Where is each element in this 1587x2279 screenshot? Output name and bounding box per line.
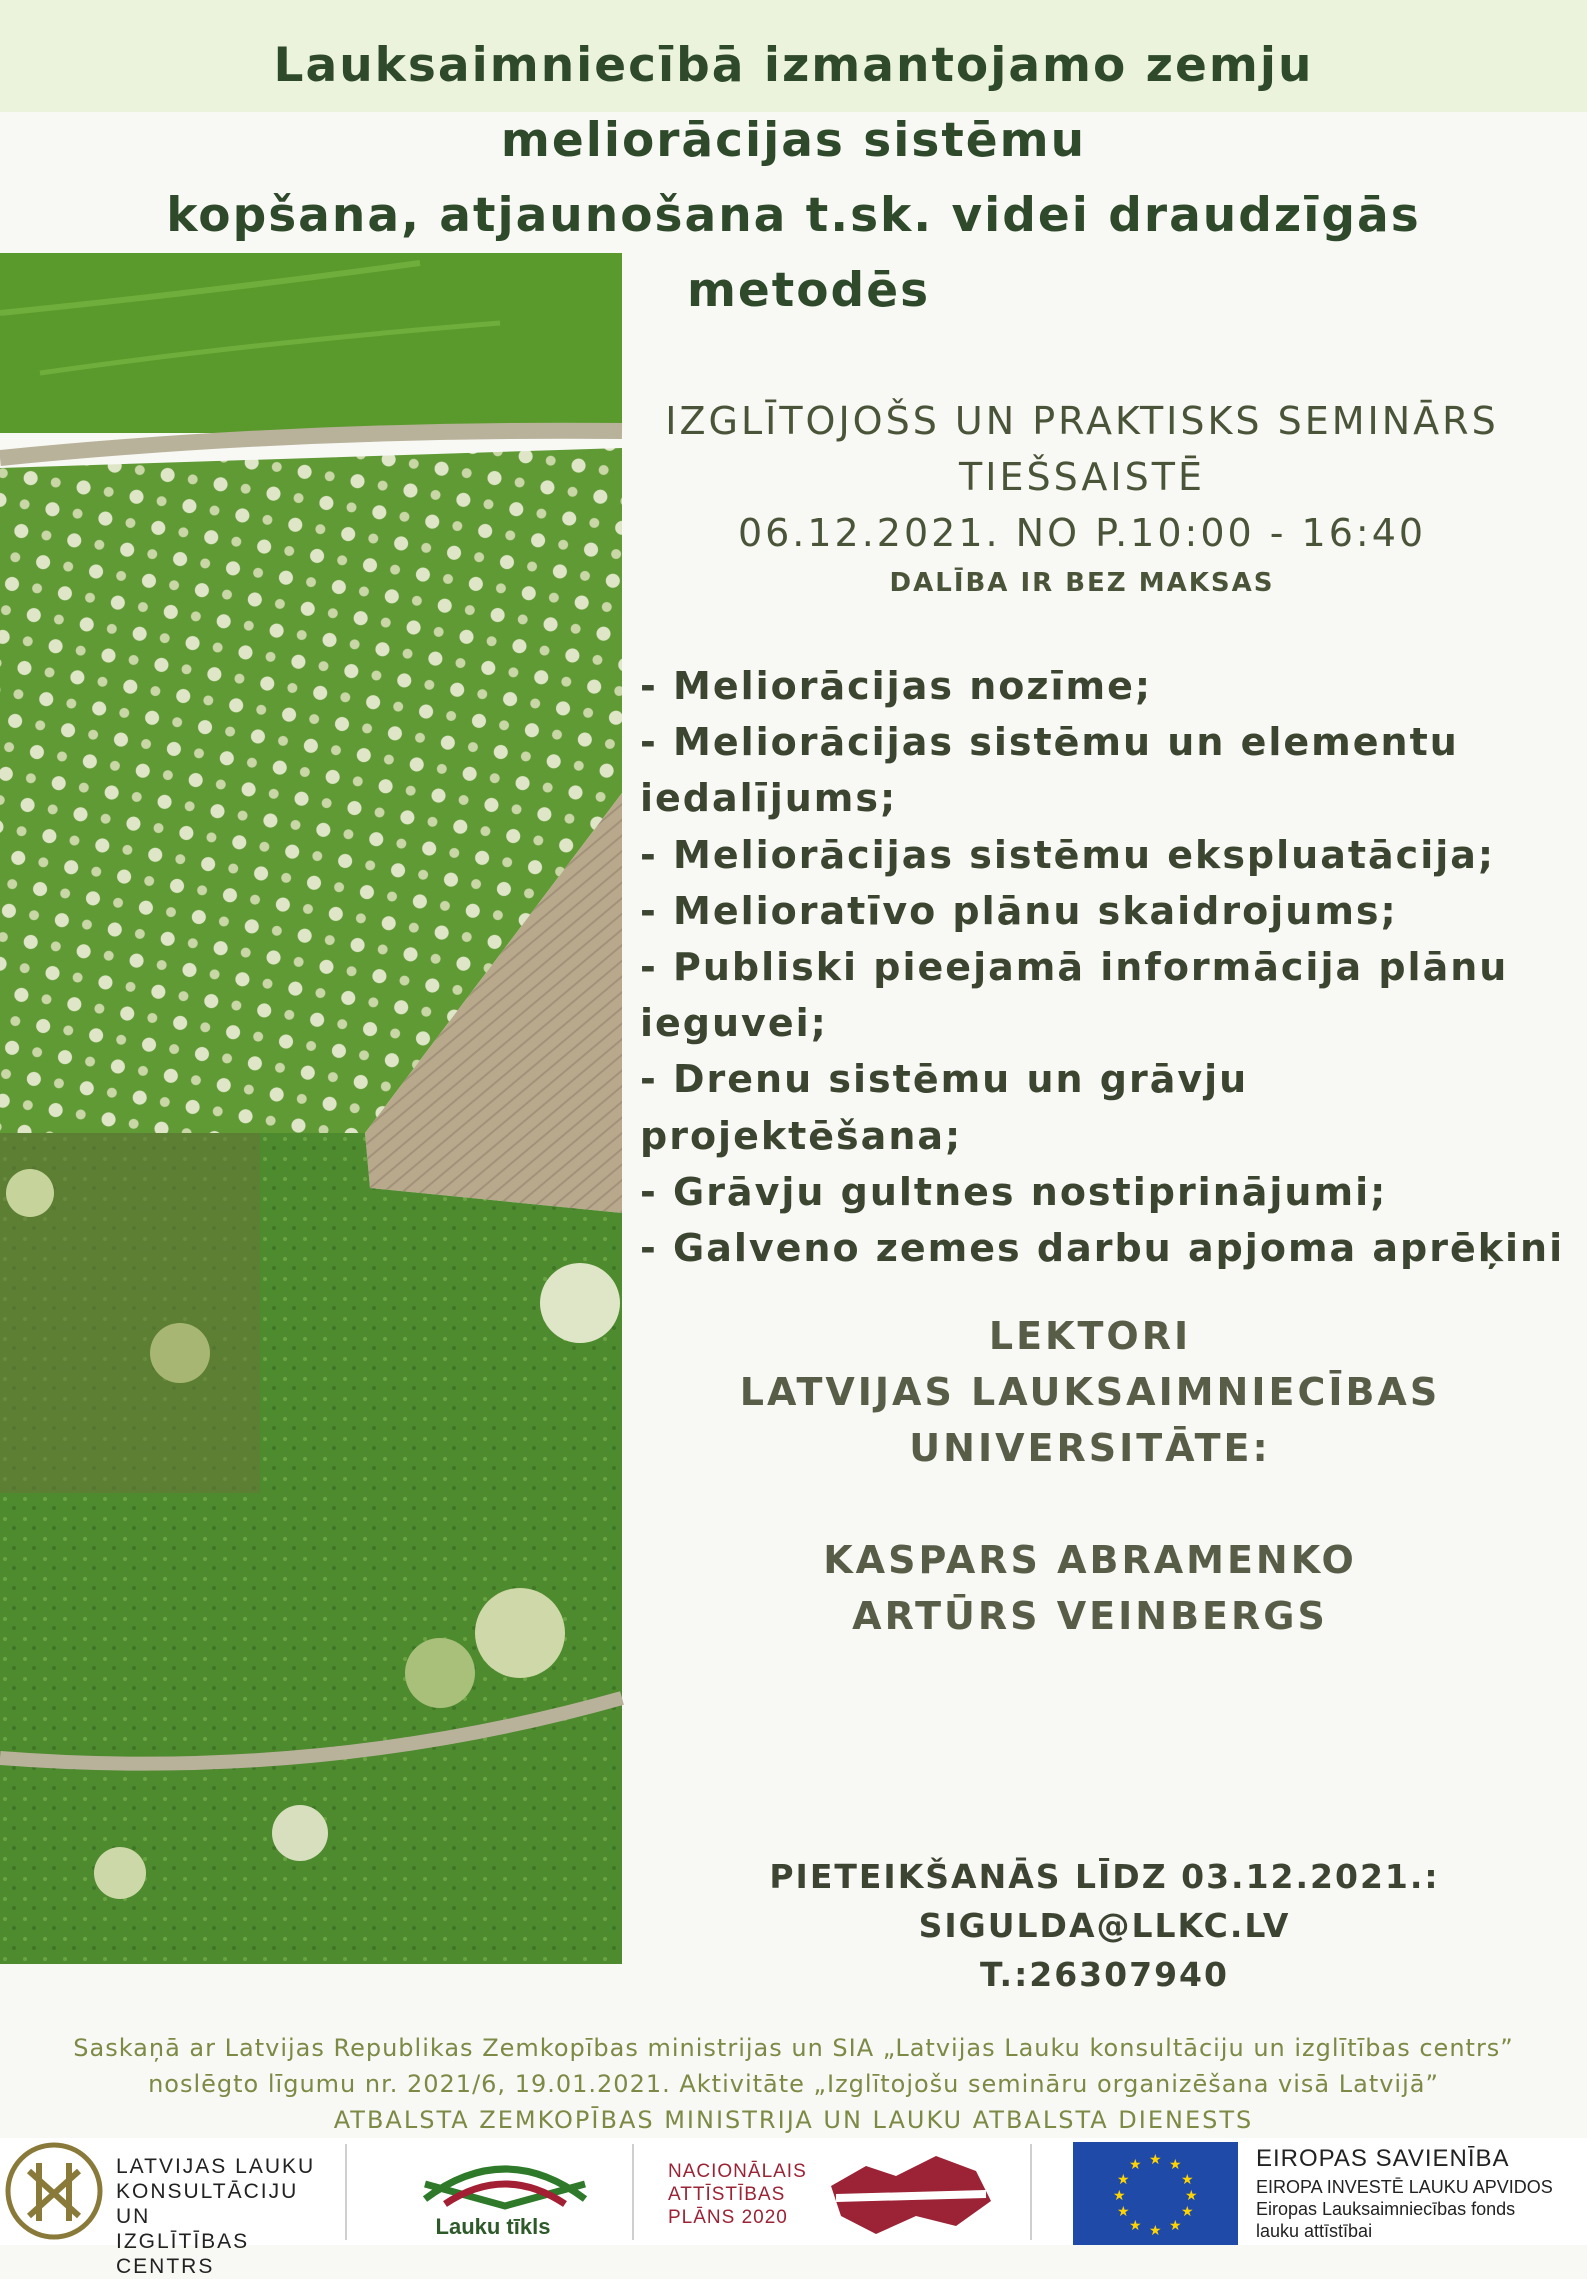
aerial-field-photo <box>0 253 622 1964</box>
lecturer-name: ARTŪRS VEINBERGS <box>852 1594 1328 1638</box>
funding-note <box>0 2030 1587 2138</box>
eu-line: lauku attīstībai <box>1256 2221 1373 2241</box>
topic-item: - Meliorācijas nozīme; <box>640 664 1153 708</box>
eu-line: EIROPA INVESTĒ LAUKU APVIDOS <box>1256 2177 1553 2197</box>
svg-text:★: ★ <box>1185 2188 1198 2204</box>
seminar-type-line-1: IZGLĪTOJOŠS UN PRAKTISKS SEMINĀRS <box>665 399 1499 443</box>
title-line-3: kopšana, atjaunošana t.sk. videi draudzīgās <box>166 188 1421 243</box>
nap-logo-text <box>668 2160 807 2229</box>
funding-line-2: noslēgto līgumu nr. 2021/6, 19.01.2021. Aktivitāte „Izglītojošu semināru organizēšana visā Latvijā” <box>148 2070 1439 2098</box>
svg-text:★: ★ <box>1169 2218 1182 2234</box>
lecturers-section <box>660 1308 1520 1644</box>
lecturers-org-line-2: UNIVERSITĀTE: <box>909 1426 1271 1470</box>
topic-item: - Drenu sistēmu un grāvju projektēšana; <box>640 1057 1249 1158</box>
seminar-type-line-2: TIEŠSAISTĒ <box>959 455 1205 499</box>
topic-item: - Meliorācijas sistēmu un elementu <box>640 720 1459 765</box>
nap-line: PLĀNS 2020 <box>668 2207 788 2228</box>
lauku-tikls-label: Lauku tīkls <box>435 2214 551 2239</box>
seminar-fee: DALĪBA IR BEZ MAKSAS <box>889 568 1275 598</box>
title-line-4: metodēs <box>686 263 931 318</box>
topic-item: ieguvei; <box>640 1001 828 1046</box>
registration-deadline-email: PIETEIKŠANĀS LĪDZ 03.12.2021.: SIGULDA@LLKC.LV <box>769 1857 1440 1945</box>
lecturer-name: KASPARS ABRAMENKO <box>823 1538 1357 1582</box>
topic-item: - Publiski pieejamā informācija plānu <box>640 945 1509 990</box>
llkc-emblem-icon <box>4 2141 104 2241</box>
lauku-tikls-emblem-icon <box>420 2144 590 2214</box>
topic-item: - Galveno zemes darbu apjoma aprēķini <box>640 1226 1565 1271</box>
topic-item: - Melioratīvo plānu skaidrojums; <box>640 888 1398 933</box>
llkc-logo <box>0 2138 340 2278</box>
topic-list <box>640 658 1570 1276</box>
logo-divider <box>345 2144 347 2240</box>
eu-line: Eiropas Lauksaimniecības fonds <box>1256 2199 1516 2219</box>
lecturers-org-line-1: LATVIJAS LAUKSAIMNIECĪBAS <box>739 1370 1441 1414</box>
eu-flag-icon <box>1073 2142 1238 2245</box>
logo-divider <box>632 2144 634 2240</box>
eu-title: EIROPAS SAVIENĪBA <box>1256 2145 1510 2172</box>
funding-line-3: ATBALSTA ZEMKOPĪBAS MINISTRIJA UN LAUKU ATBALSTA DIENESTS <box>333 2106 1254 2134</box>
seminar-info <box>622 393 1542 603</box>
nap-line: ATTĪSTĪBAS <box>668 2184 786 2205</box>
sponsor-logos-bar <box>0 2138 1587 2278</box>
nap-line: NACIONĀLAIS <box>668 2161 807 2182</box>
svg-text:★: ★ <box>1169 2157 1182 2173</box>
svg-text:★: ★ <box>1117 2172 1130 2188</box>
svg-text:★: ★ <box>1181 2204 1194 2220</box>
title-line-1: Lauksaimniecībā izmantojamo zemju <box>273 38 1314 93</box>
svg-text:★: ★ <box>1181 2172 1194 2188</box>
lecturers-heading: LEKTORI <box>988 1314 1192 1358</box>
eu-text <box>1256 2142 1553 2242</box>
llkc-line: IZGLĪTĪBAS CENTRS <box>116 2230 250 2278</box>
svg-text:★: ★ <box>1149 2152 1162 2168</box>
spacer <box>660 1476 1520 1532</box>
svg-text:★: ★ <box>1117 2204 1130 2220</box>
topic-item: - Meliorācijas sistēmu ekspluatācija; <box>640 832 1496 877</box>
latvia-map-icon <box>826 2146 996 2238</box>
topic-item: iedalījums; <box>640 776 898 821</box>
topic-item: - Grāvju gultnes nostiprinājumi; <box>640 1169 1388 1214</box>
seminar-datetime: 06.12.2021. NO P.10:00 - 16:40 <box>737 511 1427 555</box>
title-line-2: meliorācijas sistēmu <box>500 113 1087 168</box>
registration-phone: T.:26307940 <box>980 1955 1229 1994</box>
funding-line-1: Saskaņā ar Latvijas Republikas Zemkopības ministrijas un SIA „Latvijas Lauku konsultāciju un izglītības centrs” <box>73 2034 1514 2062</box>
svg-text:★: ★ <box>1149 2223 1162 2239</box>
svg-text:★: ★ <box>1113 2188 1126 2204</box>
registration-info <box>622 1852 1587 1999</box>
llkc-line: LATVIJAS LAUKU <box>116 2155 316 2178</box>
logo-divider <box>1030 2144 1032 2240</box>
llkc-line: KONSULTĀCIJU UN <box>116 2180 299 2228</box>
svg-text:★: ★ <box>1129 2218 1142 2234</box>
svg-text:★: ★ <box>1129 2157 1142 2173</box>
